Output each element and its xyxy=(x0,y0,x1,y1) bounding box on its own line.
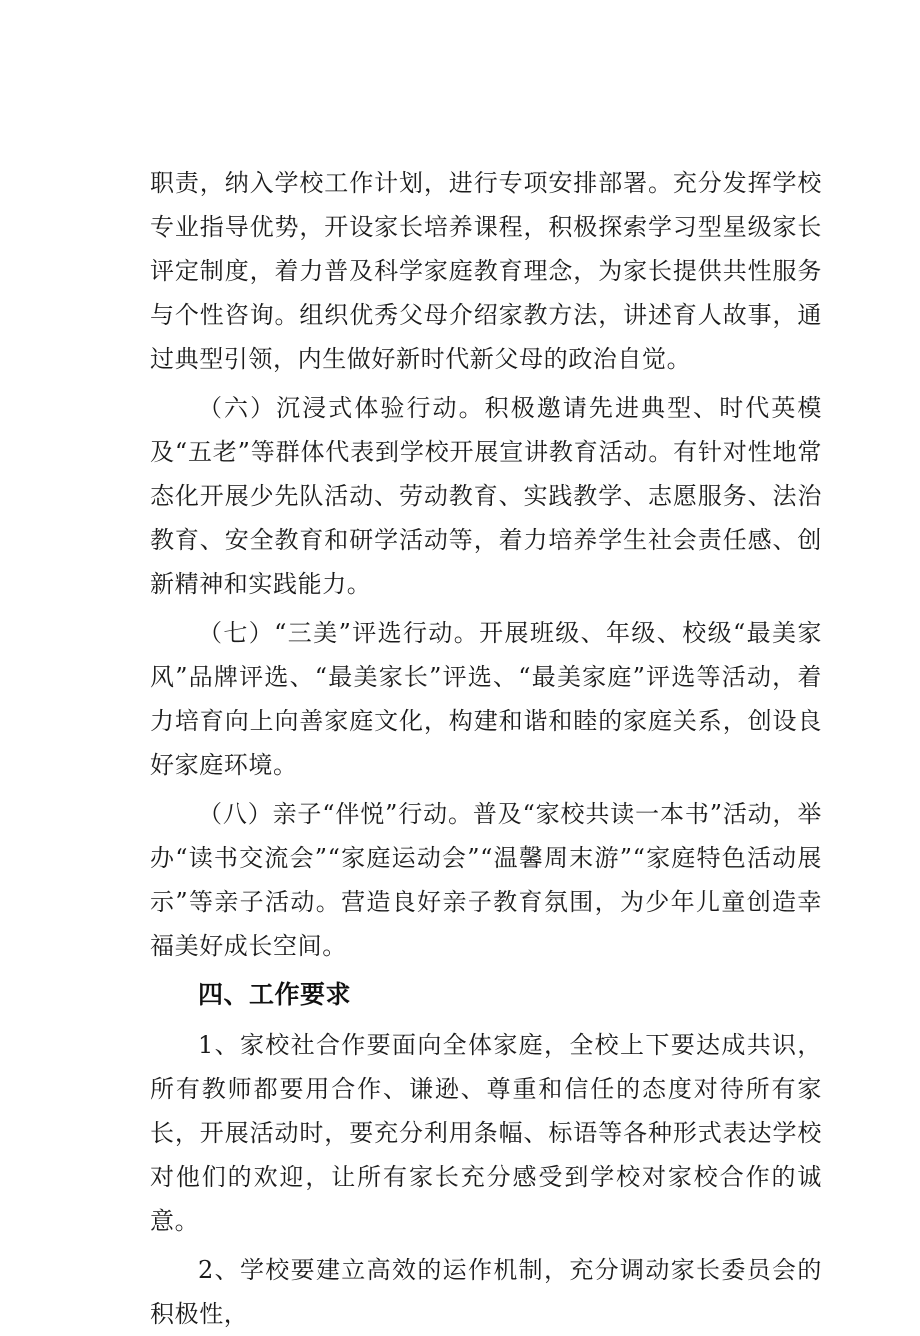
paragraph-immersive-experience: （六）沉浸式体验行动。积极邀请先进典型、时代英模及“五老”等群体代表到学校开展宣讲教育活动。有针对性地常态化开展少先队活动、劳动教育、实践教学、志愿服务、法治教育、安全教育和研学活动等，着力培养学生社会责任感、创新精神和实践能力。 xyxy=(150,394,822,598)
document-body xyxy=(150,161,822,1336)
paragraph-duties: 职责，纳入学校工作计划，进行专项安排部署。充分发挥学校专业指导优势，开设家长培养课程，积极探索学习型星级家长评定制度，着力普及科学家庭教育理念，为家长提供共性服务与个性咨询。组织优秀父母介绍家教方法，讲述育人故事，通过典型引领，内生做好新时代新父母的政治自觉。 xyxy=(150,169,822,373)
paragraph-three-beauties: （七）“三美”评选行动。开展班级、年级、校级“最美家风”品牌评选、“最美家长”评选、“最美家庭”评选等活动，着力培育向上向善家庭文化，构建和谐和睦的家庭关系，创设良好家庭环境。 xyxy=(150,619,822,779)
section-heading-work-requirements: 四、工作要求 xyxy=(198,980,352,1009)
requirement-item-1: 1、家校社合作要面向全体家庭，全校上下要达成共识，所有教师都要用合作、谦逊、尊重和信任的态度对待所有家长，开展活动时，要充分利用条幅、标语等各种形式表达学校对他们的欢迎，让所有家长充分感受到学校对家校合作的诚意。 xyxy=(150,1031,822,1235)
paragraph-parent-child: （八）亲子“伴悦”行动。普及“家校共读一本书”活动，举办“读书交流会”“家庭运动会”“温馨周末游”“家庭特色活动展示”等亲子活动。营造良好亲子教育氛围，为少年儿童创造幸福美好成长空间。 xyxy=(150,800,822,960)
requirement-item-2: 2、学校要建立高效的运作机制，充分调动家长委员会的积极性， xyxy=(150,1256,822,1328)
